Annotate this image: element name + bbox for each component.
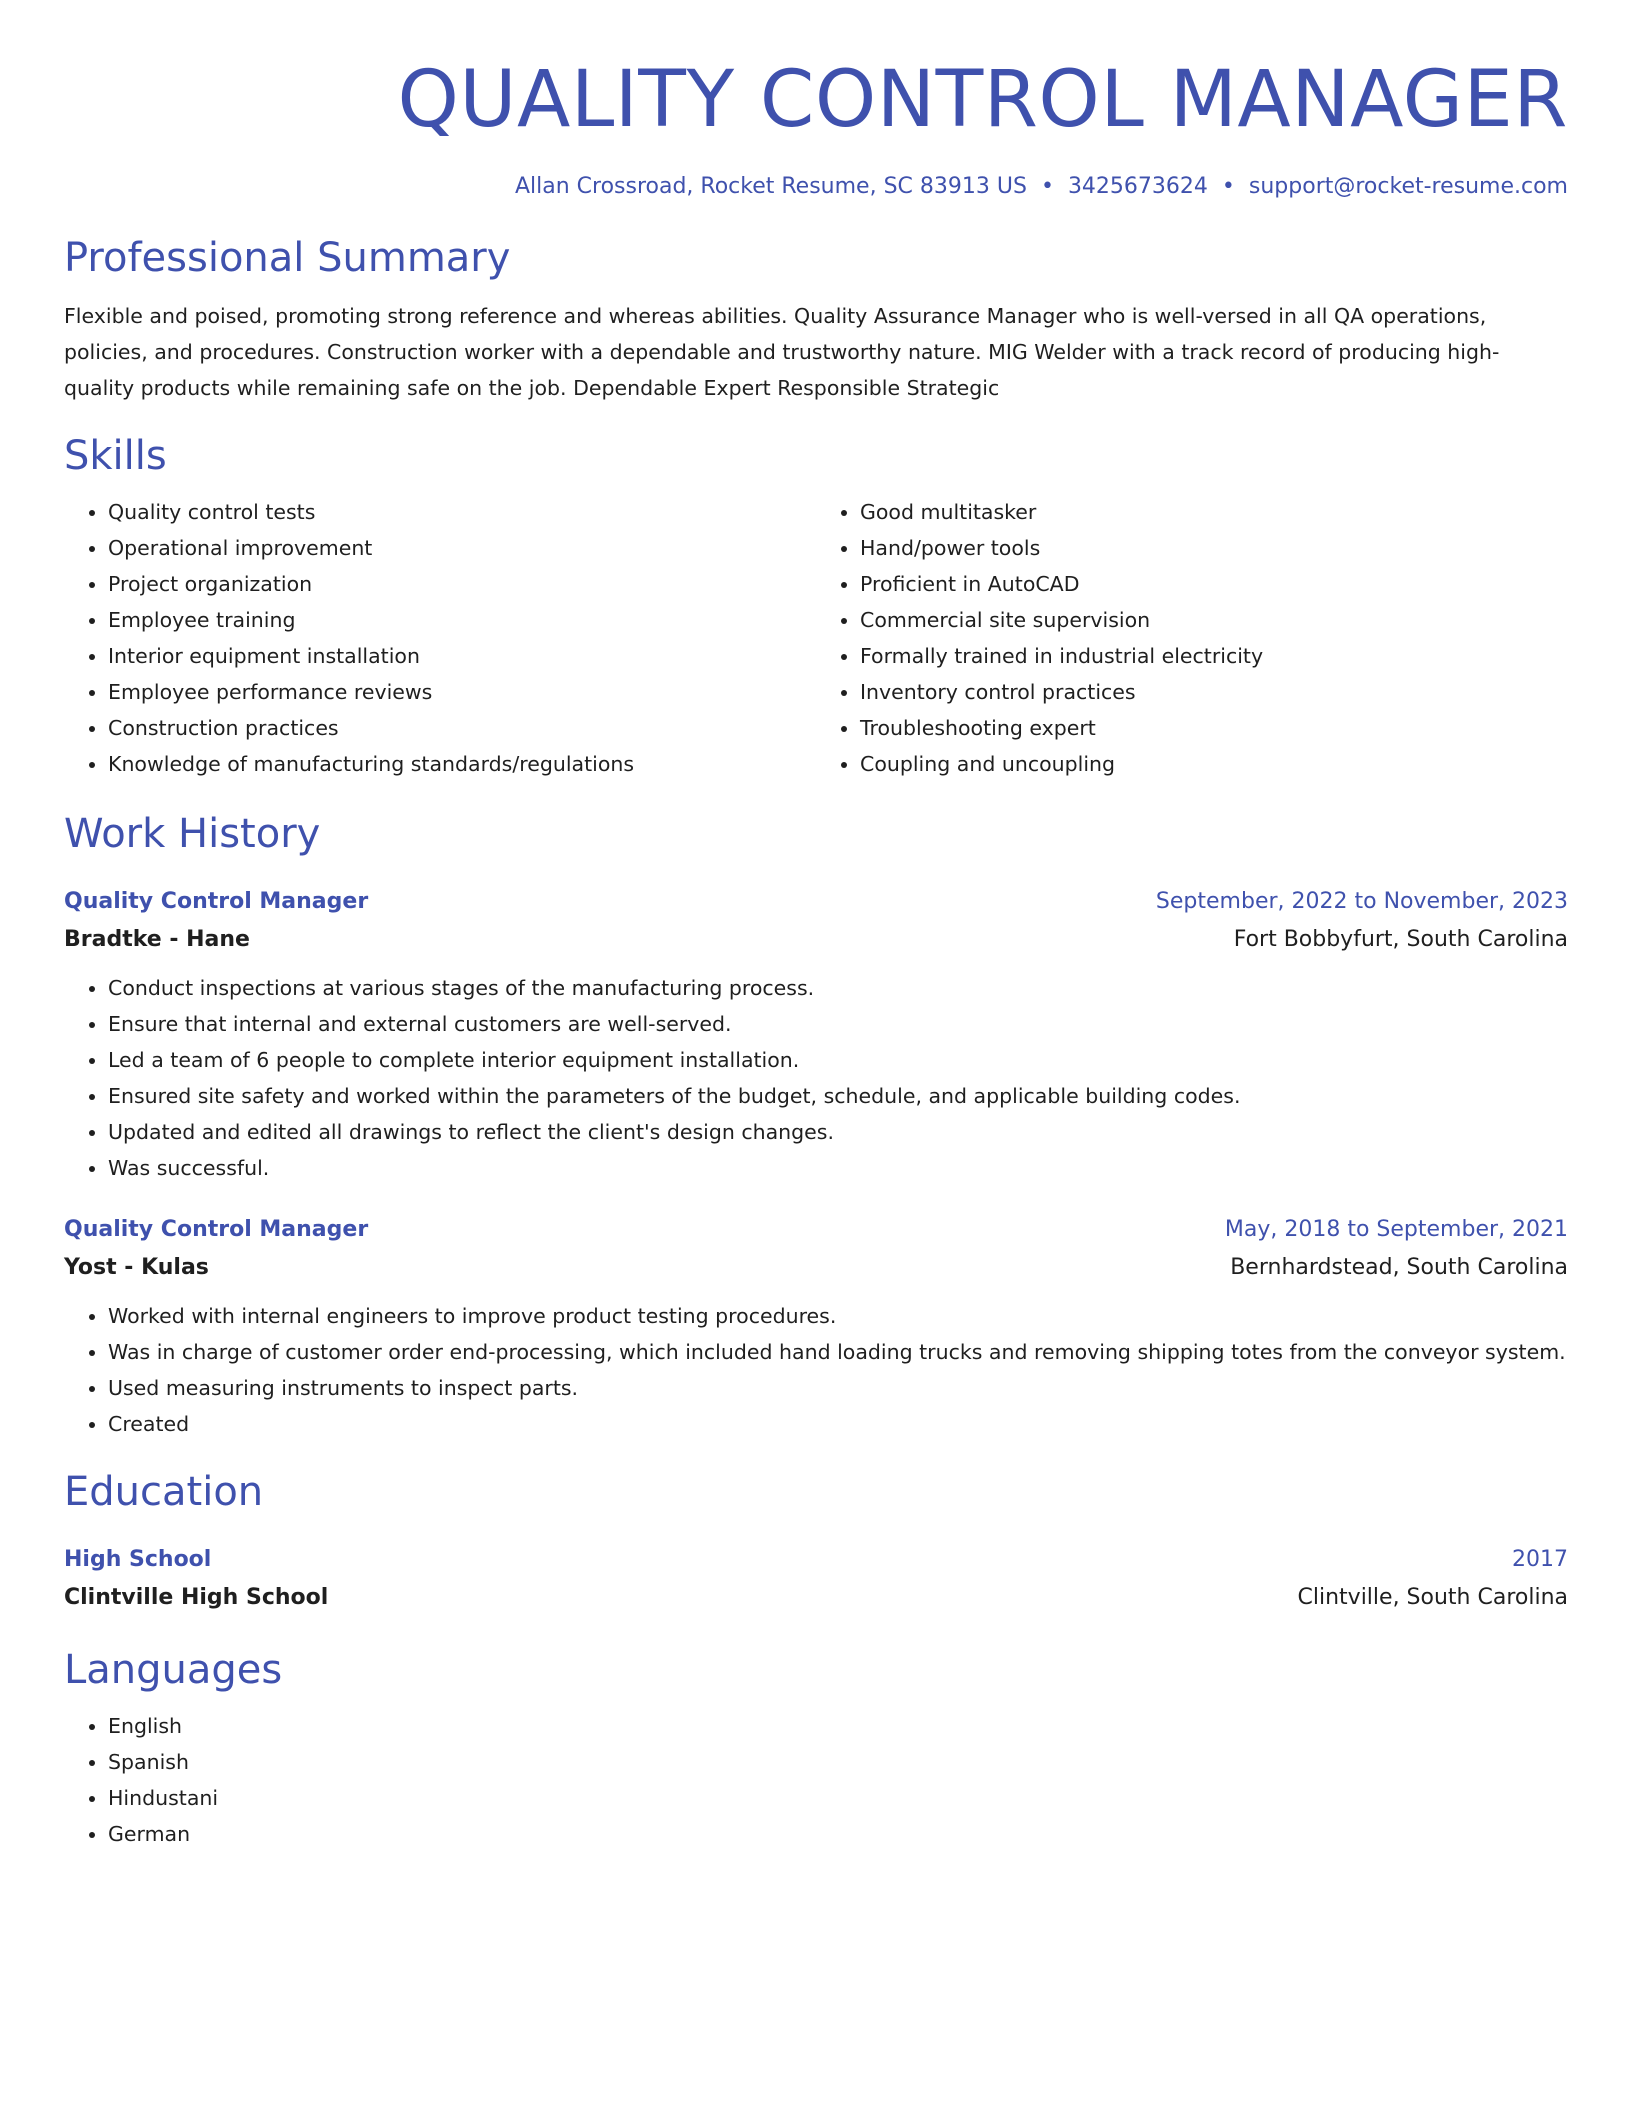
skills-right-column: [816, 494, 1568, 782]
work-history-heading: Work History: [64, 811, 321, 857]
job-duty: • Worked with internal engineers to improve product testing procedures.: [108, 1298, 1568, 1334]
job-location: Bernhardstead, South Carolina: [1230, 1255, 1568, 1280]
languages-list: [64, 1708, 1568, 1852]
skill-item: • Quality control tests: [108, 494, 816, 530]
skills-section: [64, 430, 1568, 782]
skill-item: • Proficient in AutoCAD: [860, 566, 1568, 602]
contact-email[interactable]: support@rocket-resume.com: [1248, 174, 1568, 199]
skill-item: • Formally trained in industrial electricity: [860, 638, 1568, 674]
education-location: Clintville, South Carolina: [1297, 1585, 1568, 1610]
skill-item: • Inventory control practices: [860, 674, 1568, 710]
skills-right-list: [816, 494, 1568, 782]
job-company: Yost - Kulas: [64, 1255, 209, 1280]
skills-left-list: [64, 494, 816, 782]
education-year: 2017: [1512, 1547, 1568, 1572]
contact-address: Allan Crossroad, Rocket Resume, SC 83913 US: [514, 174, 1027, 199]
job-duty: • Used measuring instruments to inspect parts.: [108, 1370, 1568, 1406]
job-company: Bradtke - Hane: [64, 927, 250, 952]
skill-item: • Commercial site supervision: [860, 602, 1568, 638]
languages-section: [64, 1644, 1568, 1852]
job-duty: • Created: [108, 1406, 1568, 1442]
skill-item: • Hand/power tools: [860, 530, 1568, 566]
language-item: • German: [108, 1816, 1568, 1852]
education-heading: Education: [64, 1469, 264, 1515]
summary-text: Flexible and poised, promoting strong reference and whereas abilities. Quality Assurance Manager who is well-versed in all QA operations, policies, and procedures. Construction worker with a dependable and trustworthy nature. MIG Welder with a track record of producing high-quality products while remaining safe on the job. Dependable Expert Responsible Strategic: [64, 304, 1500, 400]
skill-item: • Interior equipment installation: [108, 638, 816, 674]
education-degree: High School: [64, 1547, 212, 1572]
skill-item: • Employee training: [108, 602, 816, 638]
job-dates: May, 2018 to September, 2021: [1224, 1217, 1568, 1242]
job-duty: • Led a team of 6 people to complete interior equipment installation.: [108, 1042, 1568, 1078]
education-school-row: [64, 1578, 1568, 1618]
resume-title: QUALITY CONTROL MANAGER: [397, 55, 1568, 145]
summary-heading: Professional Summary: [64, 235, 511, 281]
skill-item: • Operational improvement: [108, 530, 816, 566]
job-duties-list: [64, 970, 1568, 1186]
contact-separator: •: [1221, 174, 1235, 199]
education-entry: [64, 1542, 1568, 1618]
job-header-row: [64, 884, 1568, 920]
skill-item: • Coupling and uncoupling: [860, 746, 1568, 782]
job-duty: • Was successful.: [108, 1150, 1568, 1186]
contact-phone: 3425673624: [1067, 174, 1208, 199]
job-location: Fort Bobbyfurt, South Carolina: [1233, 927, 1568, 952]
job-company-row: [64, 1248, 1568, 1288]
skill-item: • Knowledge of manufacturing standards/regulations: [108, 746, 816, 782]
job-duty: • Conduct inspections at various stages of the manufacturing process.: [108, 970, 1568, 1006]
job-duties-list: [64, 1298, 1568, 1442]
job-dates: September, 2022 to November, 2023: [1155, 889, 1568, 914]
skills-columns: [64, 494, 1568, 782]
language-item: • Hindustani: [108, 1780, 1568, 1816]
skill-item: • Employee performance reviews: [108, 674, 816, 710]
languages-heading: Languages: [64, 1647, 283, 1693]
job-duty: • Updated and edited all drawings to reflect the client's design changes.: [108, 1114, 1568, 1150]
education-header-row: [64, 1542, 1568, 1578]
job-title: Quality Control Manager: [64, 889, 369, 914]
job-entry: [64, 1212, 1568, 1442]
education-section: [64, 1466, 1568, 1618]
skill-item: • Project organization: [108, 566, 816, 602]
contact-separator: •: [1040, 174, 1054, 199]
job-duty: • Ensure that internal and external customers are well-served.: [108, 1006, 1568, 1042]
skill-item: • Construction practices: [108, 710, 816, 746]
job-entry: [64, 884, 1568, 1186]
skill-item: • Good multitasker: [860, 494, 1568, 530]
job-company-row: [64, 920, 1568, 960]
job-title: Quality Control Manager: [64, 1217, 369, 1242]
resume-header: [64, 0, 1568, 202]
education-school: Clintville High School: [64, 1585, 329, 1610]
skills-left-column: [64, 494, 816, 782]
skill-item: • Troubleshooting expert: [860, 710, 1568, 746]
job-duty: • Ensured site safety and worked within the parameters of the budget, schedule, and applicable building codes.: [108, 1078, 1568, 1114]
contact-line: [64, 172, 1568, 202]
job-duty: • Was in charge of customer order end-processing, which included hand loading trucks and removing shipping totes from the conveyor system.: [108, 1334, 1568, 1370]
skills-heading: Skills: [64, 433, 167, 479]
summary-section: [64, 232, 1568, 406]
job-header-row: [64, 1212, 1568, 1248]
language-item: • Spanish: [108, 1744, 1568, 1780]
work-history-section: [64, 808, 1568, 1442]
language-item: • English: [108, 1708, 1568, 1744]
